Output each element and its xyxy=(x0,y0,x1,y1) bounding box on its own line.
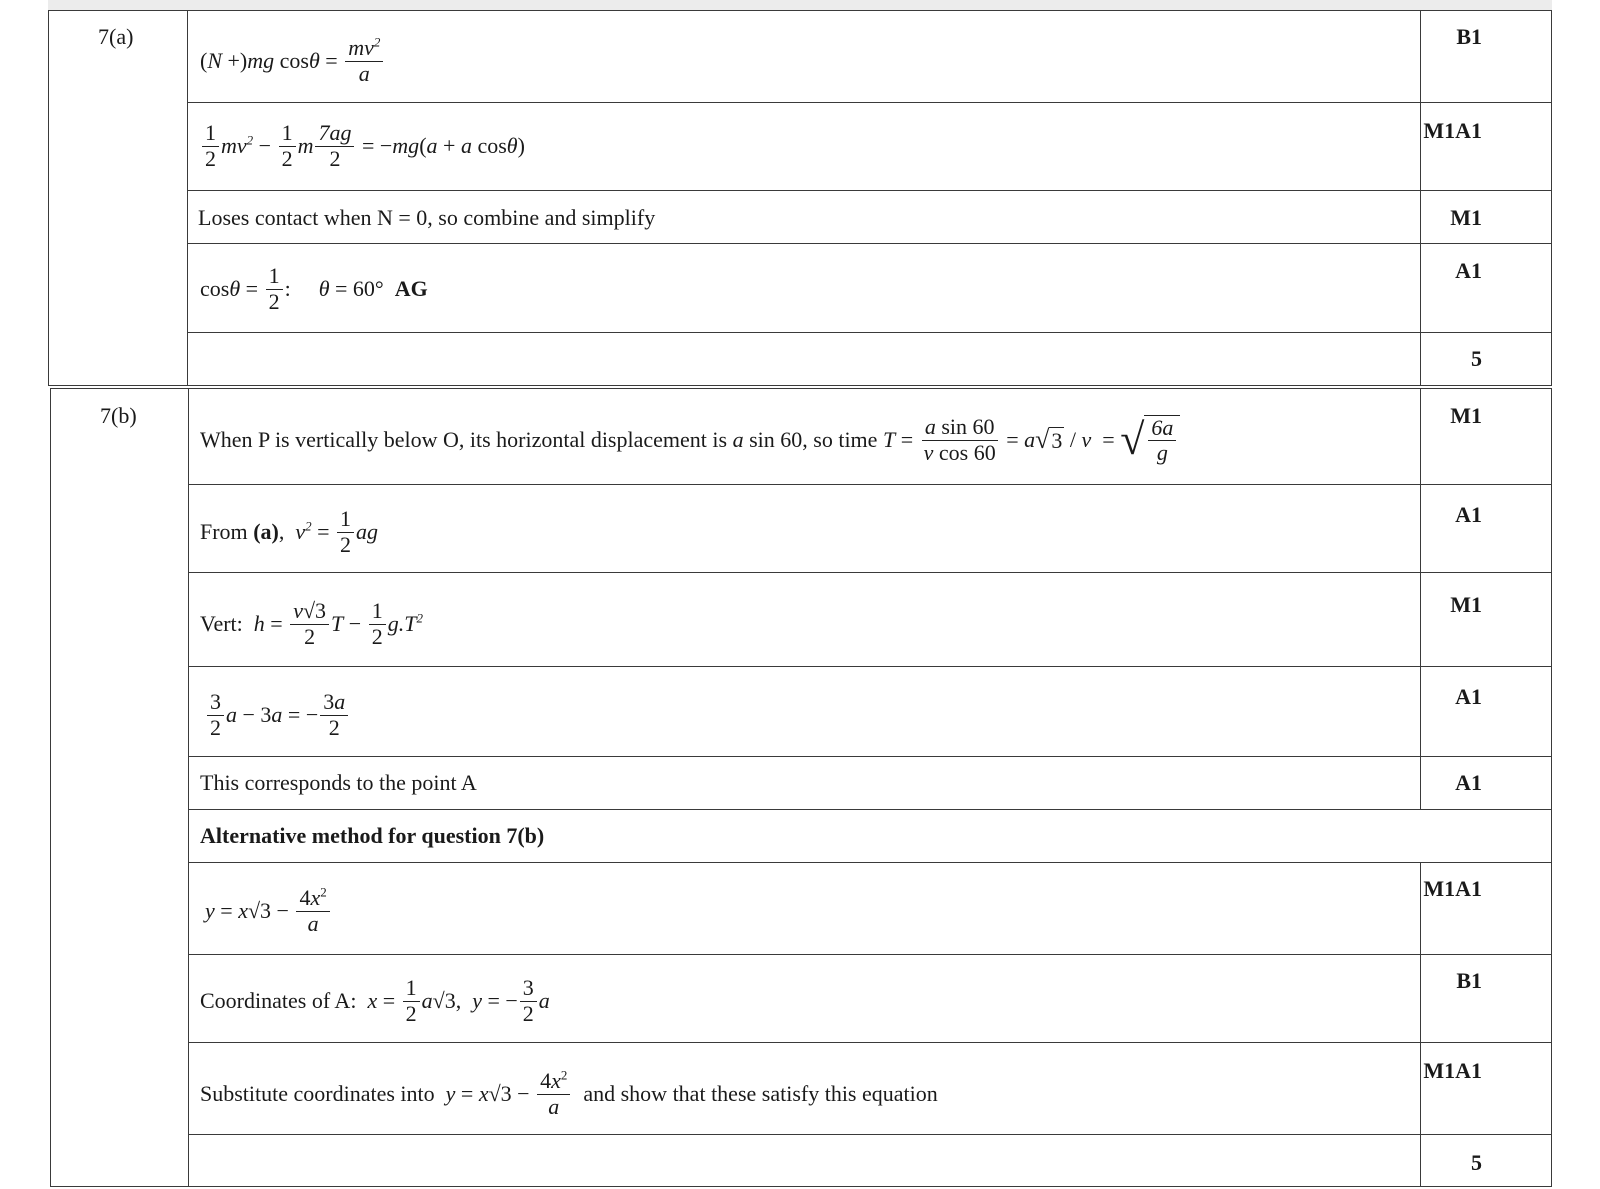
text-so-time: , so time xyxy=(802,427,878,452)
question-label: 7(b) xyxy=(100,403,137,428)
equation-energy: $\frac{1}{2}$ $mv^2$ − $\frac{1}{2}$ m $\frac{7ag}{2}$ = − mg ( a + a cos θ ) xyxy=(200,112,525,180)
divider xyxy=(188,484,1551,485)
text-loses-contact: Loses contact when N = 0, so combine and simplify xyxy=(198,205,656,230)
divider xyxy=(1420,10,1421,386)
mark: M1A1 xyxy=(1423,118,1482,143)
divider xyxy=(188,388,189,1187)
v-squared-equation: From (a) , $v^2$ = $\frac{1}{2}$ ag xyxy=(200,506,379,557)
divider xyxy=(188,756,1551,757)
time-equation: When P is vertically below O, its horizontal displacement is a sin 60 , so time T = $\frac{\text{a sin 60}}{\text{v cos 60}}$ = a √ 3 / v = √ $\frac{6a}{g}$ xyxy=(200,402,1180,478)
coordinates-equation: Coordinates of A: x = $\frac{1}{2}$ a √3, y = − $\frac{3}{2}$ a xyxy=(200,975,550,1026)
text-substitute: Substitute coordinates into xyxy=(200,1081,435,1106)
question-label: 7(a) xyxy=(98,24,134,49)
mark: M1A1 xyxy=(1423,876,1482,901)
total-mark: 5 xyxy=(1471,1150,1482,1175)
divider xyxy=(1420,862,1421,1187)
divider xyxy=(188,1042,1551,1043)
divider xyxy=(188,666,1551,667)
divider xyxy=(187,332,1551,333)
h-value-equation: $\frac{3}{2}$ a − 3 a = − $\frac{3a}{2}$ xyxy=(205,680,350,750)
mark: B1 xyxy=(1456,24,1482,49)
divider xyxy=(187,243,1551,244)
total-mark: 5 xyxy=(1471,346,1482,371)
mark: B1 xyxy=(1456,968,1482,993)
divider xyxy=(188,954,1551,955)
mark: M1 xyxy=(1450,205,1482,230)
divider xyxy=(188,862,1551,863)
vertical-equation: Vert: h = $\frac{v√3}{2}$ T − $\frac{1}{2}$ $g.T^2$ xyxy=(200,598,423,649)
text-point-a: This corresponds to the point A xyxy=(200,770,477,795)
equation-theta: cos θ = $\frac{1}{2}$ : θ = 60° AG xyxy=(200,263,428,314)
divider xyxy=(187,10,188,386)
text-when-p: When P is vertically below O, its horizontal displacement is xyxy=(200,427,728,452)
mark: M1 xyxy=(1450,403,1482,428)
mark: M1 xyxy=(1450,592,1482,617)
ref-a: (a) xyxy=(253,519,279,544)
mark: A1 xyxy=(1455,502,1482,527)
text-from: From xyxy=(200,519,248,544)
text-show-satisfy: and show that these satisfy this equation xyxy=(583,1081,938,1106)
text-vert: Vert: xyxy=(200,611,243,636)
divider xyxy=(187,190,1551,191)
mark: A1 xyxy=(1455,258,1482,283)
divider xyxy=(188,572,1551,573)
equation-radial: ( N +) mg cos θ = $\frac{mv^2}{a}$ xyxy=(200,26,385,96)
mark: M1A1 xyxy=(1423,1058,1482,1083)
mark: A1 xyxy=(1455,770,1482,795)
divider xyxy=(187,102,1551,103)
substitute-equation: Substitute coordinates into y = x √3 − $\frac{4x^2}{a}$ and show that these satisfy this equation xyxy=(200,1067,938,1119)
divider xyxy=(188,1134,1551,1135)
alternative-heading: Alternative method for question 7(b) xyxy=(200,823,545,848)
mark: A1 xyxy=(1455,684,1482,709)
trajectory-equation: y = x √3 − $\frac{4x^2}{a}$ xyxy=(205,876,332,946)
divider xyxy=(1420,388,1421,809)
text-coordinates: Coordinates of A: xyxy=(200,988,357,1013)
ag-label: AG xyxy=(394,276,428,301)
divider xyxy=(188,809,1551,810)
